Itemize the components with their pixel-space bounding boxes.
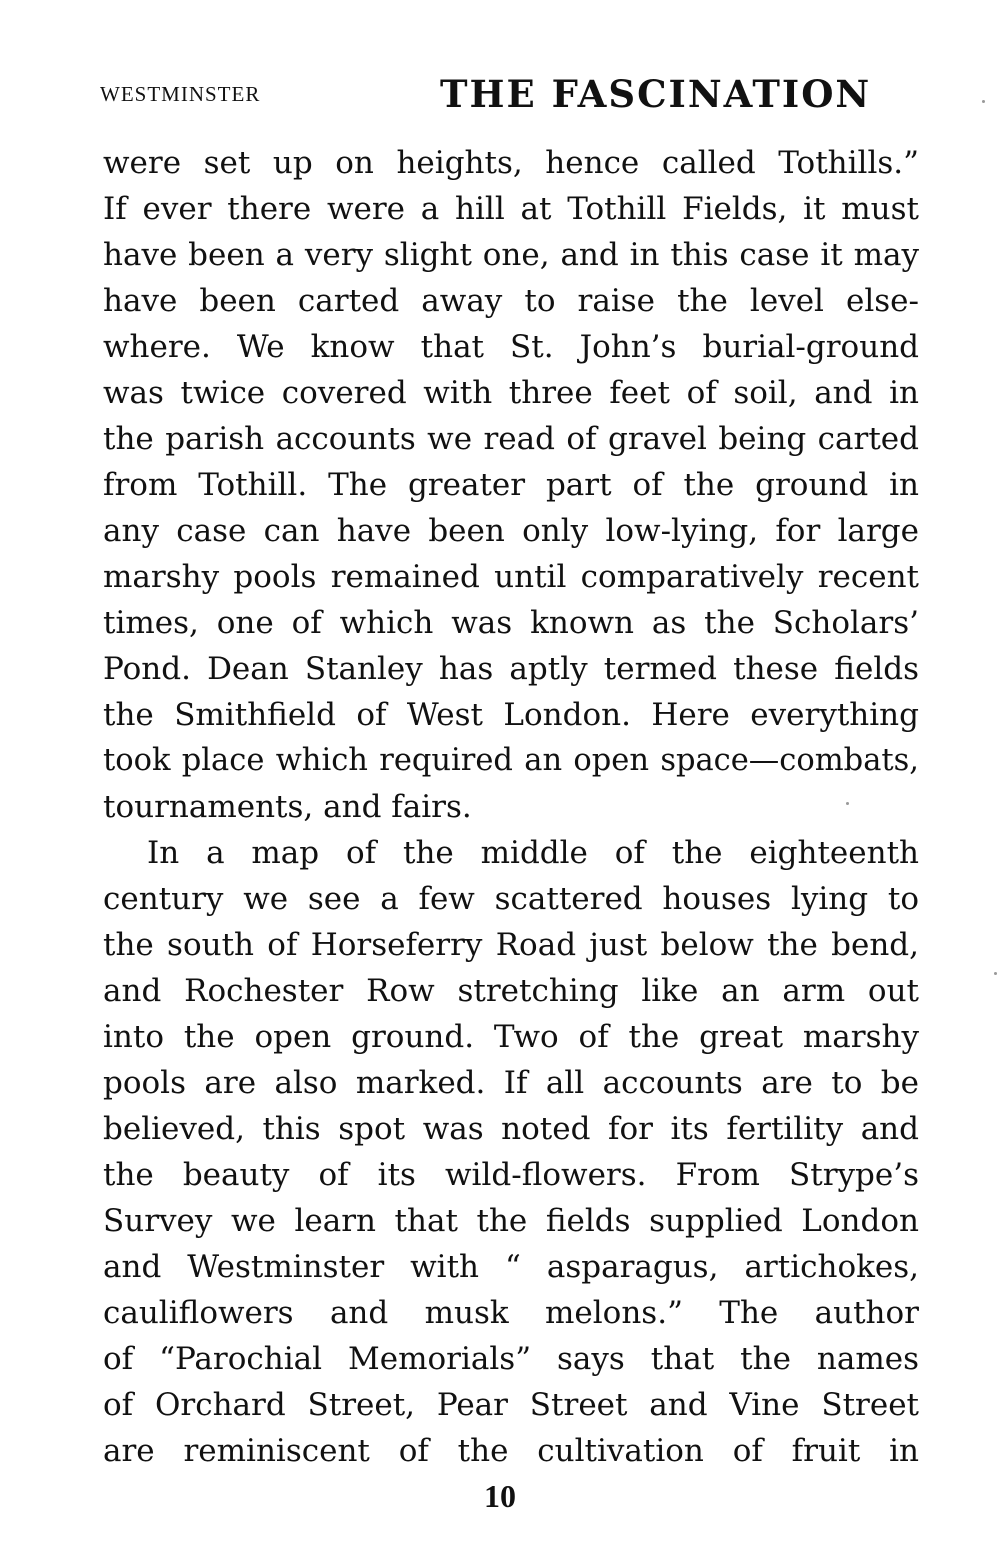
text-line: believed, this spot was noted for its fertility and xyxy=(103,1111,919,1147)
text-line: into the open ground. Two of the great marshy xyxy=(103,1019,919,1055)
text-line: any case can have been only low-lying, for large xyxy=(103,513,919,549)
text-line: Survey we learn that the fields supplied London xyxy=(103,1203,919,1239)
text-line: century we see a few scattered houses lying to xyxy=(103,881,919,917)
text-line: have been a very slight one, and in this case it may xyxy=(103,237,919,273)
text-line: If ever there were a hill at Tothill Fields, it must xyxy=(103,191,919,227)
running-head-section: WESTMINSTER xyxy=(100,82,261,106)
text-line: where. We know that St. John’s burial-ground xyxy=(103,329,919,365)
text-line: the Smithfield of West London. Here everything xyxy=(103,697,919,733)
text-line: was twice covered with three feet of soil, and in xyxy=(103,375,919,411)
text-line: took place which required an open space—combats, xyxy=(103,743,919,778)
text-line: the beauty of its wild-flowers. From Strype’s xyxy=(103,1157,919,1193)
paragraph-1 xyxy=(103,140,919,830)
text-line: of “Parochial Memorials” says that the names xyxy=(103,1341,919,1377)
text-line: are reminiscent of the cultivation of fruit in xyxy=(103,1433,919,1469)
text-line: cauliflowers and musk melons.” The author xyxy=(103,1295,919,1331)
text-line: from Tothill. The greater part of the ground in xyxy=(103,467,919,503)
text-line: marshy pools remained until comparatively recent xyxy=(103,559,919,595)
text-line: have been carted away to raise the level else- xyxy=(103,283,919,319)
scan-speck xyxy=(982,100,985,103)
running-head-title: THE FASCINATION xyxy=(440,72,872,116)
text-line: the south of Horseferry Road just below the bend, xyxy=(103,927,919,963)
running-head xyxy=(100,72,920,122)
text-line: and Westminster with “ asparagus, artichokes, xyxy=(103,1249,919,1285)
text-line: In a map of the middle of the eighteenth xyxy=(147,835,919,871)
paragraph-2 xyxy=(103,830,919,1474)
text-line: Pond. Dean Stanley has aptly termed these fields xyxy=(103,651,919,687)
scan-speck xyxy=(994,972,997,975)
text-line: tournaments, and fairs. xyxy=(103,789,472,825)
text-line: of Orchard Street, Pear Street and Vine Street xyxy=(103,1387,919,1423)
text-line: and Rochester Row stretching like an arm out xyxy=(103,973,919,1009)
text-line: the parish accounts we read of gravel being carted xyxy=(103,421,919,457)
page-number: 10 xyxy=(484,1478,516,1514)
text-line: times, one of which was known as the Scholars’ xyxy=(103,605,919,641)
text-line: were set up on heights, hence called Tothills.” xyxy=(103,145,919,181)
scan-speck xyxy=(846,802,849,805)
text-line: pools are also marked. If all accounts are to be xyxy=(103,1065,919,1101)
body-text xyxy=(103,140,919,1474)
